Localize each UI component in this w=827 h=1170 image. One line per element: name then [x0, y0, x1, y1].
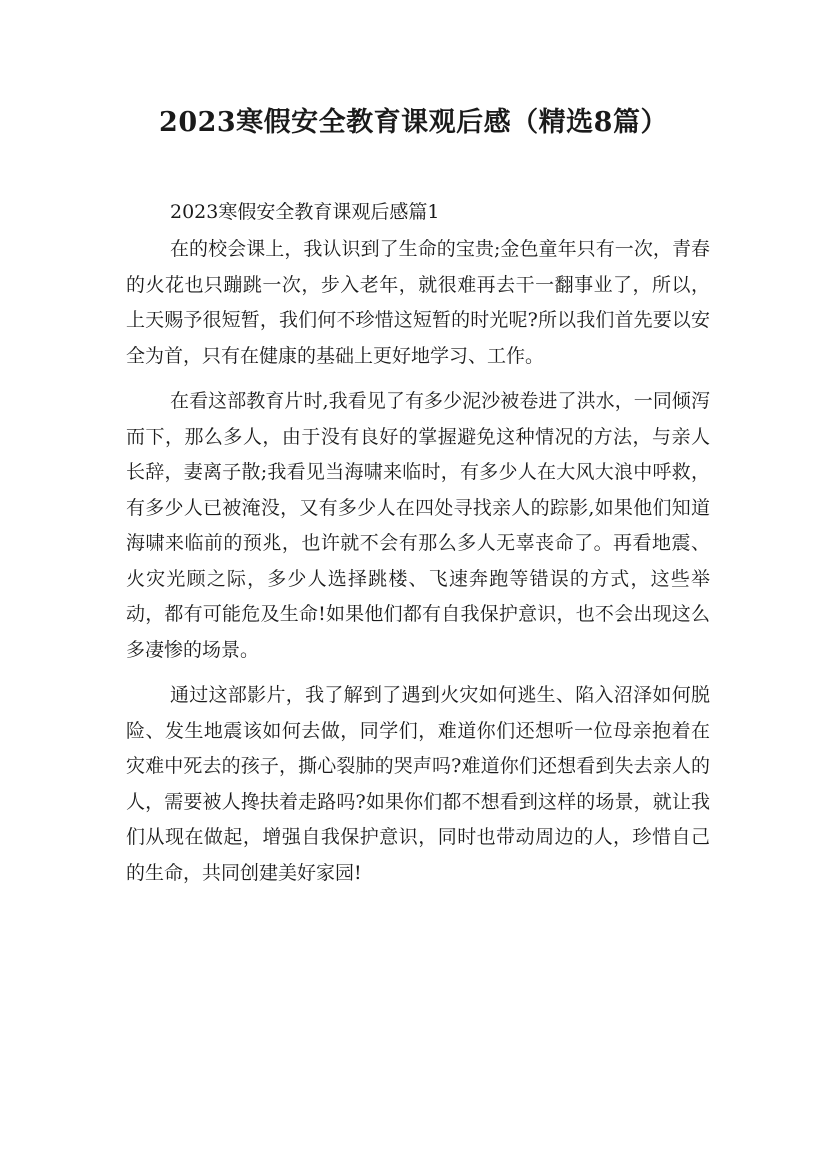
- section-heading: 2023寒假安全教育课观后感篇1: [170, 201, 440, 223]
- paragraph-1: 在的校会课上，我认识到了生命的宝贵;金色童年只有一次，青春的火花也只蹦跳一次，步入老年，就很难再去干一翻事业了，所以，上天赐予很短暂，我们何不珍惜这短暂的时光呢?所以我们首先要以安全为首，只有在健康的基础上更好地学习、工作。: [126, 238, 710, 367]
- document-title: 2023寒假安全教育课观后感（精选8篇）: [159, 107, 668, 138]
- paragraph-3: 通过这部影片，我了解到了遇到火灾如何逃生、陷入沼泽如何脱险、发生地震该如何去做，同学们，难道你们还想听一位母亲抱着在灾难中死去的孩子，撕心裂肺的哭声吗?难道你们还想看到失去亲人的人，需要被人搀扶着走路吗?如果你们都不想看到这样的场景，就让我们从现在做起，增强自我保护意识，同时也带动周边的人，珍惜自己的生命，共同创建美好家园!: [126, 684, 710, 884]
- paragraph-2: 在看这部教育片时,我看见了有多少泥沙被卷进了洪水，一同倾泻而下，那么多人，由于没有良好的掌握避免这种情况的方法，与亲人长辞，妻离子散;我看见当海啸来临时，有多少人在大风大浪中呼救，有多少人已被淹没，又有多少人在四处寻找亲人的踪影,如果他们知道海啸来临前的预兆，也许就不会有那么多人无辜丧命了。再看地震、火灾光顾之际，多少人选择跳楼、飞速奔跑等错误的方式，这些举动，都有可能危及生命!如果他们都有自我保护意识，也不会出现这么多凄惨的场景。: [126, 390, 710, 661]
- document-body: [126, 232, 710, 901]
